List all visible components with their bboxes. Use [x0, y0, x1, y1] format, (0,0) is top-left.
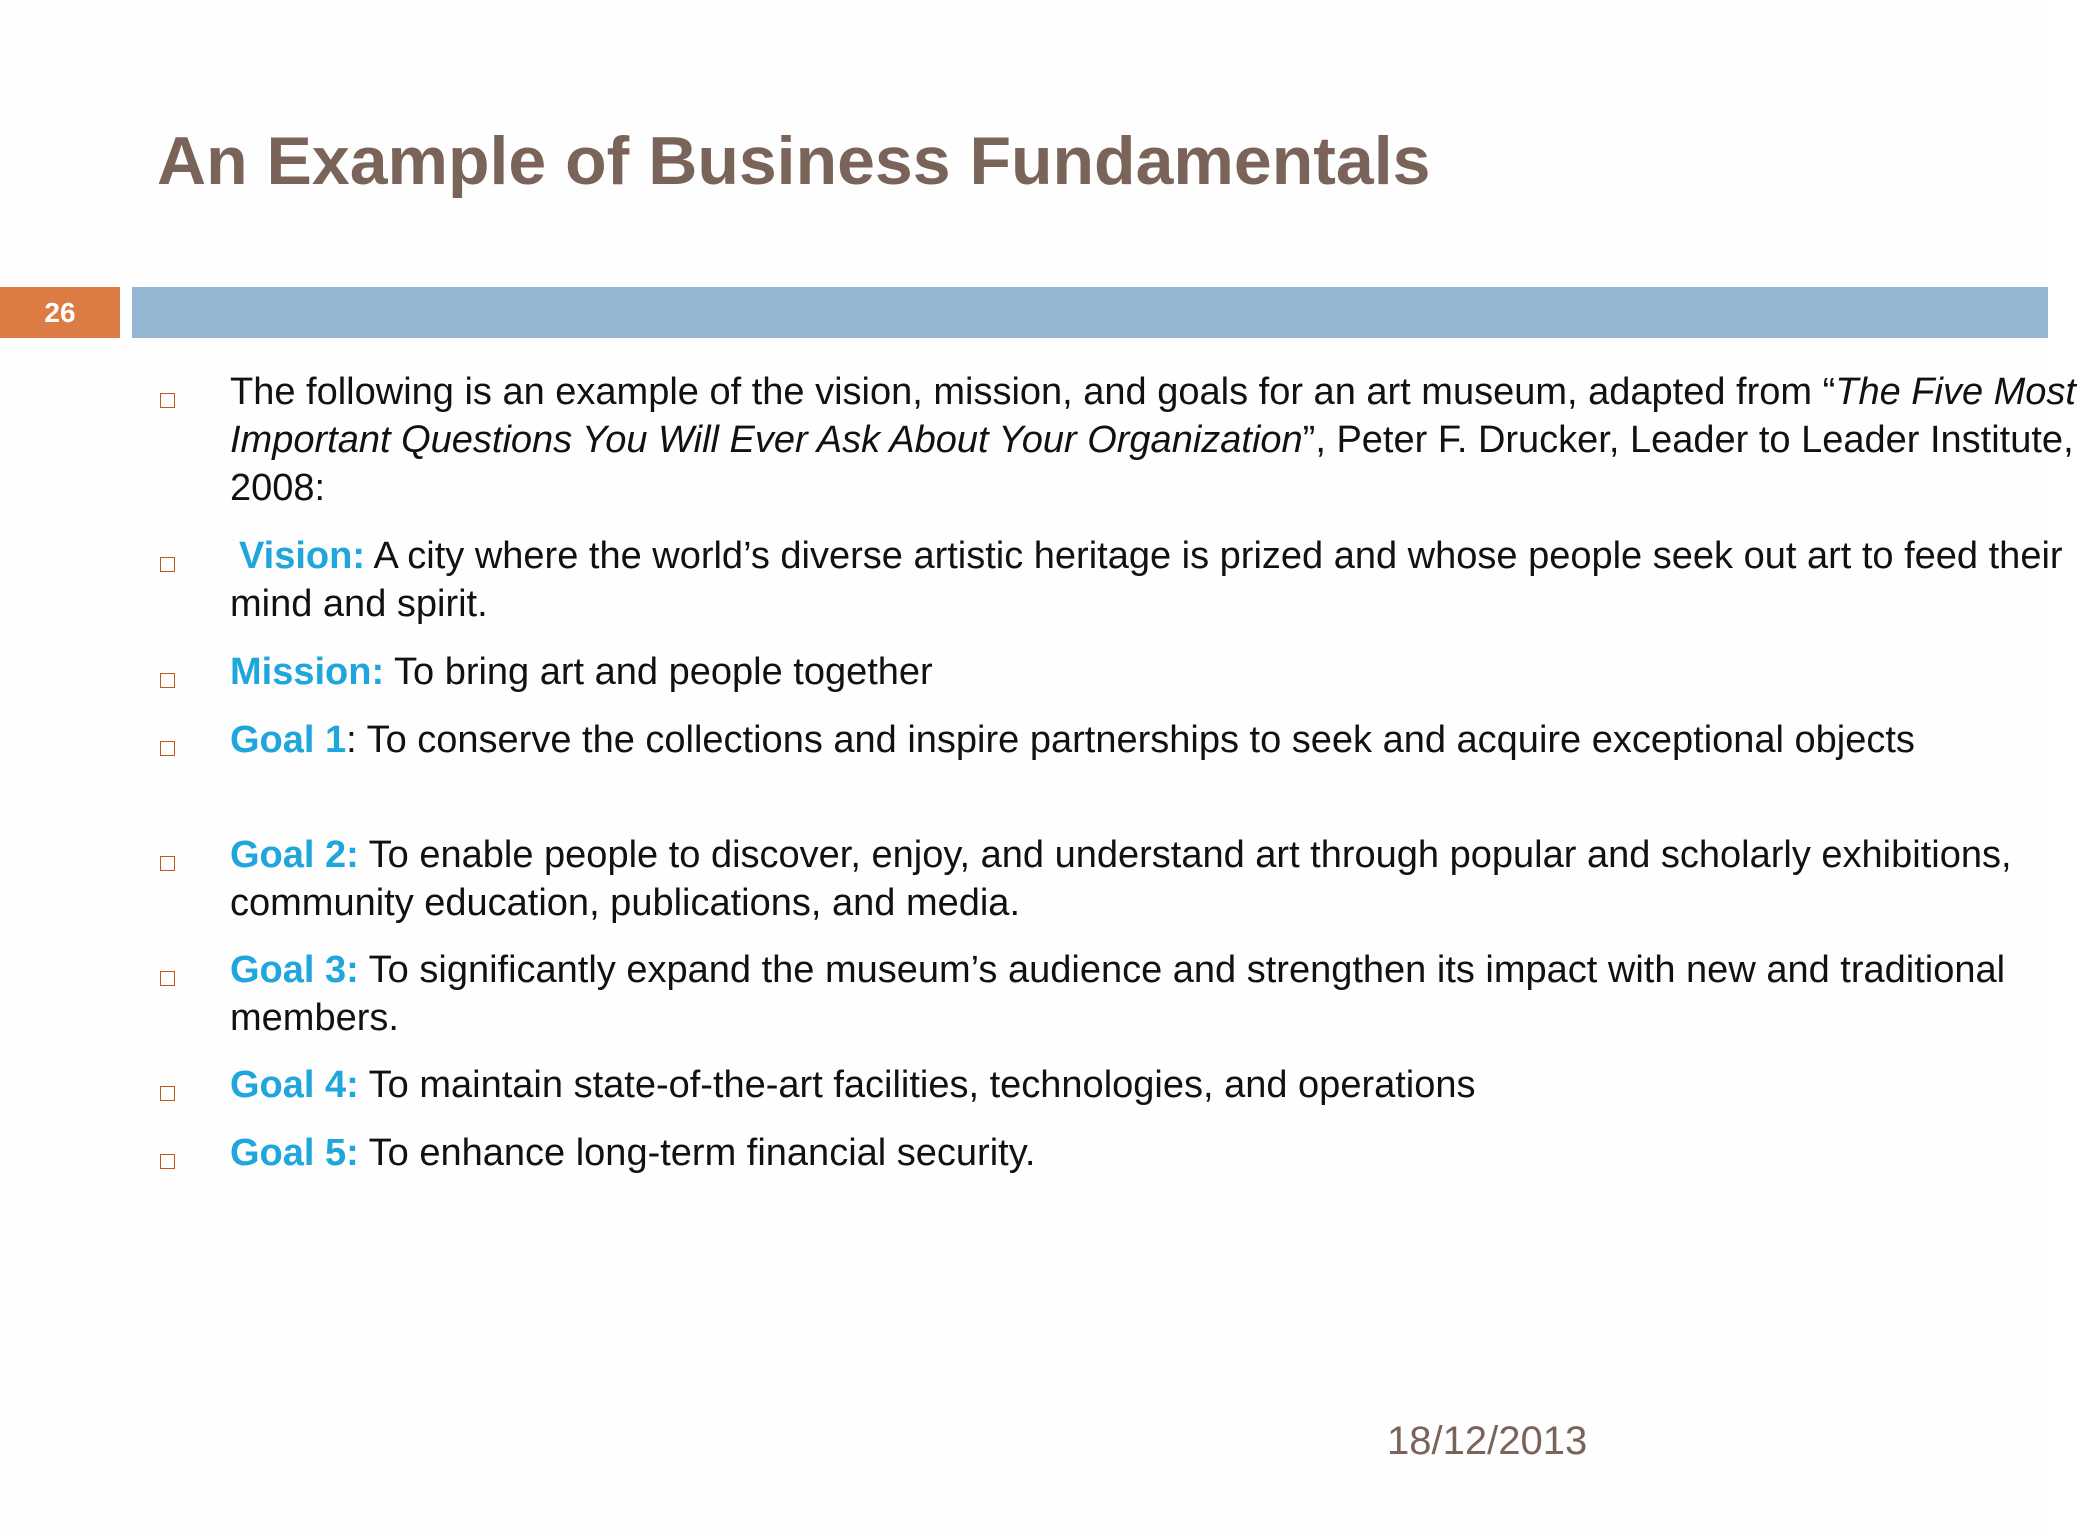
bullet-text-goal-4 [230, 1061, 2100, 1109]
goal-5-text: To enhance long-term financial security. [358, 1132, 1036, 1174]
square-bullet-icon [160, 971, 175, 986]
square-bullet-icon [160, 557, 175, 572]
slide-title: An Example of Business Fundamentals [157, 123, 1431, 199]
quote-open: “ [1822, 371, 1836, 413]
bullet-text-goal-2 [230, 831, 2100, 927]
bullet-text-goal-5 [230, 1129, 2100, 1177]
goal-2-label: Goal 2: [230, 834, 359, 876]
goal-3-label: Goal 3: [230, 949, 359, 991]
mission-text: To bring art and people together [384, 651, 933, 693]
goal-4-text: To maintain state-of-the-art facilities, technologies, and operations [358, 1064, 1476, 1106]
slide-number-badge: 26 [0, 287, 120, 338]
intro-citation: , Peter F. Drucker, Leader to Leader Institute, 2008: [230, 419, 2074, 509]
mission-label: Mission: [230, 651, 385, 693]
book-title: The Five Most Important Questions You Will Ever Ask About Your Organization [230, 371, 2076, 461]
bullet-text-goal-1 [230, 716, 2100, 764]
bullet-text-goal-3 [230, 946, 2100, 1042]
square-bullet-icon [160, 393, 175, 408]
square-bullet-icon [160, 1154, 175, 1169]
header-bar [132, 287, 2048, 338]
goal-1-text: : To conserve the collections and inspire partnerships to seek and acquire exceptional objects [346, 719, 1915, 761]
intro-text: The following is an example of the vision, mission, and goals for an art museum, adapted from [230, 371, 1823, 413]
square-bullet-icon [160, 1086, 175, 1101]
quote-close: ” [1302, 419, 1316, 461]
bullet-text-intro [230, 368, 2100, 512]
vision-label: Vision: [239, 535, 365, 577]
goal-4-label: Goal 4: [230, 1064, 359, 1106]
square-bullet-icon [160, 741, 175, 756]
slide-date: 18/12/2013 [1387, 1419, 1588, 1463]
bullet-text-mission [230, 648, 2100, 696]
vision-text: A city where the world’s diverse artistic heritage is prized and whose people seek out art to feed their mind and spirit. [230, 535, 2063, 625]
goal-3-text: To significantly expand the museum’s audience and strengthen its impact with new and traditional members. [230, 949, 2006, 1039]
goal-2-text: To enable people to discover, enjoy, and understand art through popular and scholarly exhibitions, community education, publications, and media. [230, 834, 2012, 924]
square-bullet-icon [160, 856, 175, 871]
goal-5-label: Goal 5: [230, 1132, 359, 1174]
bullet-text-vision [230, 532, 2100, 628]
square-bullet-icon [160, 673, 175, 688]
goal-1-label: Goal 1 [230, 719, 347, 761]
